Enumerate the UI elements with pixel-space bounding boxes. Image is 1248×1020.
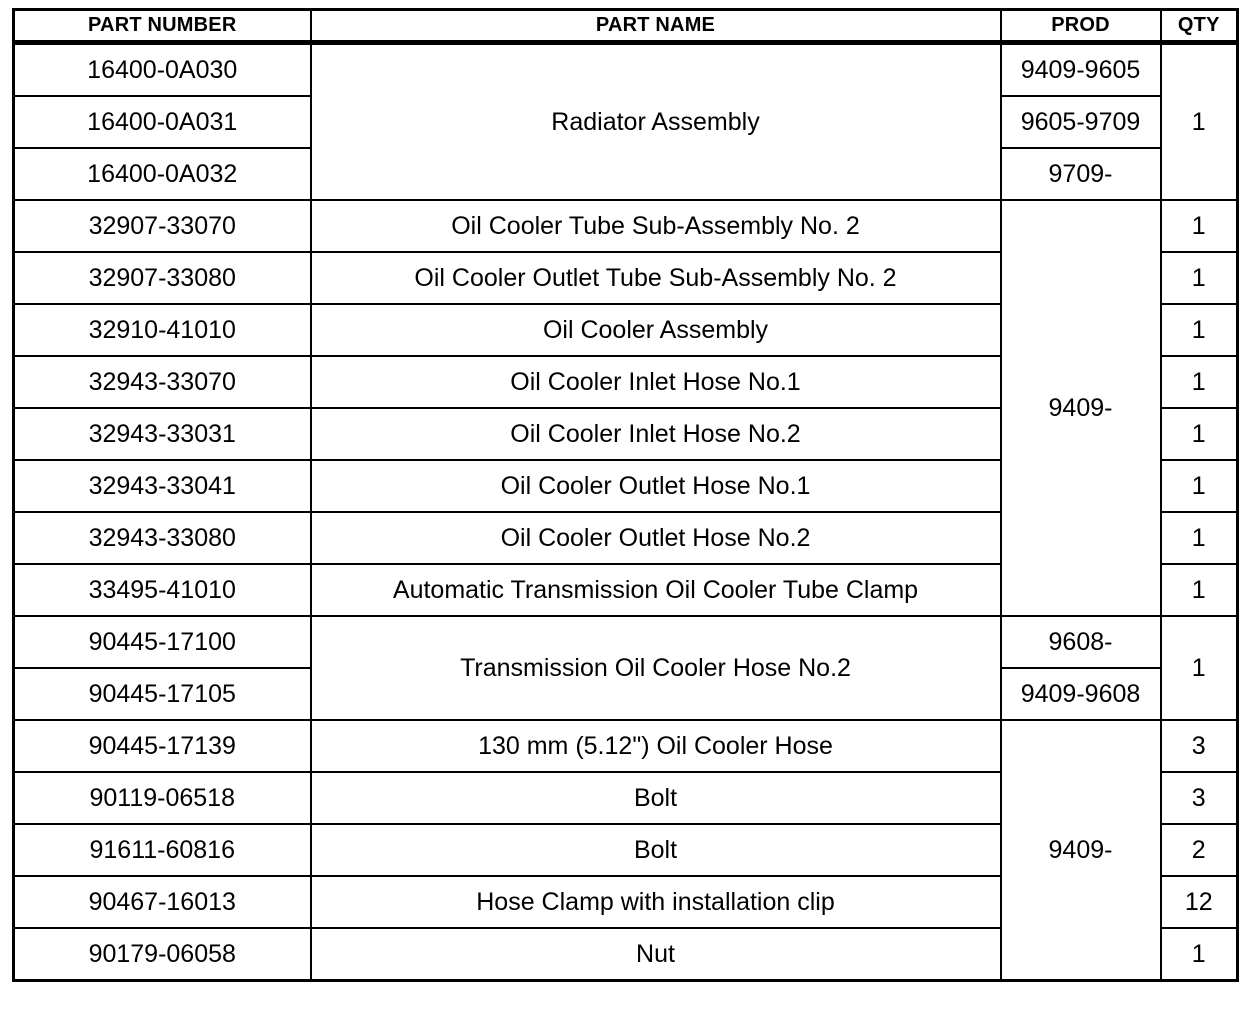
part-name-cell: Oil Cooler Outlet Tube Sub-Assembly No. 2 — [311, 252, 1001, 304]
part-number-cell: 32943-33041 — [14, 460, 311, 512]
prod-cell: 9409-9605 — [1001, 43, 1161, 97]
prod-cell: 9409- — [1001, 200, 1161, 616]
part-name-cell: Oil Cooler Outlet Hose No.2 — [311, 512, 1001, 564]
part-name-cell: Oil Cooler Assembly — [311, 304, 1001, 356]
part-name-cell: Oil Cooler Inlet Hose No.2 — [311, 408, 1001, 460]
part-number-cell: 90467-16013 — [14, 876, 311, 928]
part-name-cell: Automatic Transmission Oil Cooler Tube Clamp — [311, 564, 1001, 616]
part-number-cell: 32943-33080 — [14, 512, 311, 564]
parts-table — [12, 8, 1239, 982]
header-prod: PROD — [1001, 10, 1161, 43]
table-row — [14, 720, 1238, 772]
qty-cell: 1 — [1161, 928, 1238, 981]
prod-cell: 9409-9608 — [1001, 668, 1161, 720]
prod-cell: 9608- — [1001, 616, 1161, 668]
qty-cell: 2 — [1161, 824, 1238, 876]
part-number-cell: 90445-17139 — [14, 720, 311, 772]
qty-cell: 1 — [1161, 408, 1238, 460]
part-number-cell: 32943-33031 — [14, 408, 311, 460]
part-number-cell: 16400-0A031 — [14, 96, 311, 148]
part-number-cell: 90179-06058 — [14, 928, 311, 981]
part-name-cell: Oil Cooler Tube Sub-Assembly No. 2 — [311, 200, 1001, 252]
qty-cell: 1 — [1161, 616, 1238, 720]
prod-cell: 9605-9709 — [1001, 96, 1161, 148]
table-row — [14, 616, 1238, 668]
part-number-cell: 16400-0A030 — [14, 43, 311, 97]
part-number-cell: 90445-17105 — [14, 668, 311, 720]
part-number-cell: 33495-41010 — [14, 564, 311, 616]
table-row — [14, 200, 1238, 252]
table-row — [14, 43, 1238, 97]
header-row — [14, 10, 1238, 43]
part-name-cell: Hose Clamp with installation clip — [311, 876, 1001, 928]
part-name-cell: Radiator Assembly — [311, 43, 1001, 201]
part-name-cell: Transmission Oil Cooler Hose No.2 — [311, 616, 1001, 720]
part-number-cell: 32907-33080 — [14, 252, 311, 304]
part-name-cell: Bolt — [311, 824, 1001, 876]
prod-cell: 9709- — [1001, 148, 1161, 200]
part-number-cell: 32907-33070 — [14, 200, 311, 252]
qty-cell: 1 — [1161, 512, 1238, 564]
part-number-cell: 90445-17100 — [14, 616, 311, 668]
part-number-cell: 91611-60816 — [14, 824, 311, 876]
qty-cell: 12 — [1161, 876, 1238, 928]
part-name-cell: Bolt — [311, 772, 1001, 824]
part-number-cell: 32910-41010 — [14, 304, 311, 356]
prod-cell: 9409- — [1001, 720, 1161, 981]
qty-cell: 1 — [1161, 564, 1238, 616]
qty-cell: 1 — [1161, 200, 1238, 252]
parts-sheet — [12, 8, 1239, 982]
qty-cell: 1 — [1161, 460, 1238, 512]
part-name-cell: Nut — [311, 928, 1001, 981]
part-number-cell: 90119-06518 — [14, 772, 311, 824]
header-qty: QTY — [1161, 10, 1238, 43]
qty-cell: 3 — [1161, 772, 1238, 824]
part-number-cell: 16400-0A032 — [14, 148, 311, 200]
qty-cell: 3 — [1161, 720, 1238, 772]
qty-cell: 1 — [1161, 304, 1238, 356]
part-name-cell: 130 mm (5.12") Oil Cooler Hose — [311, 720, 1001, 772]
part-name-cell: Oil Cooler Outlet Hose No.1 — [311, 460, 1001, 512]
qty-cell: 1 — [1161, 43, 1238, 201]
part-number-cell: 32943-33070 — [14, 356, 311, 408]
qty-cell: 1 — [1161, 356, 1238, 408]
qty-cell: 1 — [1161, 252, 1238, 304]
header-part-number: PART NUMBER — [14, 10, 311, 43]
part-name-cell: Oil Cooler Inlet Hose No.1 — [311, 356, 1001, 408]
header-part-name: PART NAME — [311, 10, 1001, 43]
